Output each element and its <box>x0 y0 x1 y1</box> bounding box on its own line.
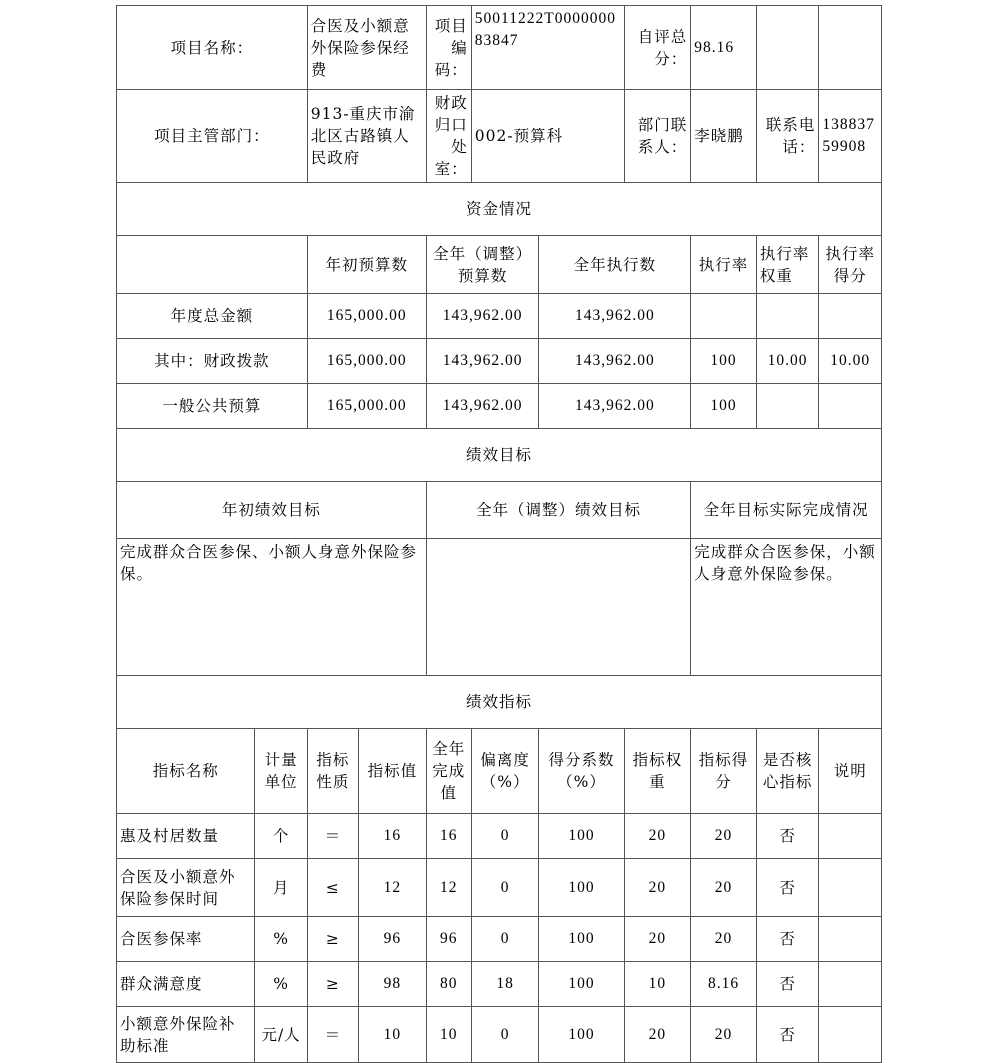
indicator-nature: ＝ <box>307 1007 358 1063</box>
indicator-value: 12 <box>359 859 427 917</box>
indicator-coef: 100 <box>539 917 624 962</box>
goals-header-adjusted: 全年（调整）绩效目标 <box>426 482 691 539</box>
finance-label: 财政归口处室： <box>426 90 471 183</box>
funds-rate <box>691 294 757 339</box>
indicator-header: 得分系数（%） <box>539 729 624 814</box>
funds-budget: 165,000.00 <box>307 384 426 429</box>
indicator-value: 10 <box>359 1007 427 1063</box>
funds-score: 10.00 <box>819 339 882 384</box>
phone-label: 联系电话： <box>756 90 819 183</box>
phone-value: 13883759908 <box>819 90 882 183</box>
indicator-unit: % <box>255 917 307 962</box>
indicator-nature: ≤ <box>307 859 358 917</box>
indicator-deviation: 18 <box>471 962 539 1007</box>
indicator-score: 20 <box>691 917 757 962</box>
funds-header: 全年执行数 <box>539 236 691 294</box>
goals-adjusted-text <box>426 539 691 676</box>
funds-executed: 143,962.00 <box>539 384 691 429</box>
funds-budget: 165,000.00 <box>307 294 426 339</box>
funds-header-row <box>117 236 882 294</box>
funds-weight: 10.00 <box>756 339 819 384</box>
table-row <box>117 1007 882 1063</box>
indicator-value: 98 <box>359 962 427 1007</box>
indicator-unit: 月 <box>255 859 307 917</box>
table-row <box>117 294 882 339</box>
contact-value: 李晓鹏 <box>691 90 757 183</box>
indicator-note <box>819 962 882 1007</box>
table-row <box>117 859 882 917</box>
funds-header: 执行率 <box>691 236 757 294</box>
indicator-header: 指标值 <box>359 729 427 814</box>
indicator-deviation: 0 <box>471 1007 539 1063</box>
goals-header-row <box>117 482 882 539</box>
indicator-actual: 80 <box>426 962 471 1007</box>
funds-weight <box>756 294 819 339</box>
table-row <box>117 814 882 859</box>
funds-executed: 143,962.00 <box>539 294 691 339</box>
indicator-unit: % <box>255 962 307 1007</box>
project-name-label: 项目名称： <box>117 6 308 90</box>
indicator-weight: 20 <box>624 859 691 917</box>
indicator-actual: 96 <box>426 917 471 962</box>
indicator-weight: 20 <box>624 1007 691 1063</box>
empty-cell <box>117 236 308 294</box>
indicator-value: 16 <box>359 814 427 859</box>
funds-adjusted: 143,962.00 <box>426 384 539 429</box>
indicator-deviation: 0 <box>471 814 539 859</box>
indicator-weight: 20 <box>624 917 691 962</box>
contact-label: 部门联系人： <box>624 90 691 183</box>
goals-content-row <box>117 539 882 676</box>
indicator-header: 说明 <box>819 729 882 814</box>
funds-header: 执行率权重 <box>756 236 819 294</box>
goals-section-title: 绩效目标 <box>117 429 882 482</box>
indicator-core: 否 <box>756 1007 819 1063</box>
indicator-header: 指标名称 <box>117 729 255 814</box>
indicator-note <box>819 859 882 917</box>
indicator-note <box>819 1007 882 1063</box>
indicator-header: 指标权重 <box>624 729 691 814</box>
funds-score <box>819 384 882 429</box>
indicator-deviation: 0 <box>471 859 539 917</box>
table-row <box>117 917 882 962</box>
indicator-unit: 个 <box>255 814 307 859</box>
project-info-row <box>117 6 882 90</box>
dept-value: 913-重庆市渝北区古路镇人民政府 <box>307 90 426 183</box>
indicator-deviation: 0 <box>471 917 539 962</box>
indicator-actual: 10 <box>426 1007 471 1063</box>
dept-label: 项目主管部门： <box>117 90 308 183</box>
indicator-core: 否 <box>756 859 819 917</box>
table-row <box>117 339 882 384</box>
indicator-name: 群众满意度 <box>117 962 255 1007</box>
indicator-name: 合医参保率 <box>117 917 255 962</box>
empty-cell <box>756 6 819 90</box>
indicator-name: 合医及小额意外保险参保时间 <box>117 859 255 917</box>
funds-header: 年初预算数 <box>307 236 426 294</box>
goals-initial-text: 完成群众合医参保、小额人身意外保险参保。 <box>117 539 427 676</box>
indicator-name: 惠及村居数量 <box>117 814 255 859</box>
indicators-section-title: 绩效指标 <box>117 676 882 729</box>
indicator-nature: ＝ <box>307 814 358 859</box>
indicator-coef: 100 <box>539 814 624 859</box>
funds-budget: 165,000.00 <box>307 339 426 384</box>
indicator-header: 计量单位 <box>255 729 307 814</box>
goals-header-initial: 年初绩效目标 <box>117 482 427 539</box>
indicator-coef: 100 <box>539 1007 624 1063</box>
indicator-core: 否 <box>756 814 819 859</box>
indicator-actual: 12 <box>426 859 471 917</box>
funds-rate: 100 <box>691 384 757 429</box>
indicator-note <box>819 917 882 962</box>
funds-header: 执行率得分 <box>819 236 882 294</box>
funds-section-title: 资金情况 <box>117 183 882 236</box>
indicator-header: 全年完成值 <box>426 729 471 814</box>
indicator-score: 20 <box>691 1007 757 1063</box>
finance-value: 002-预算科 <box>471 90 624 183</box>
funds-rate: 100 <box>691 339 757 384</box>
indicator-score: 20 <box>691 859 757 917</box>
indicator-score: 20 <box>691 814 757 859</box>
indicator-nature: ≥ <box>307 962 358 1007</box>
funds-row-label: 年度总金额 <box>117 294 308 339</box>
indicator-weight: 20 <box>624 814 691 859</box>
indicator-core: 否 <box>756 962 819 1007</box>
indicator-coef: 100 <box>539 962 624 1007</box>
indicator-note <box>819 814 882 859</box>
self-score-label: 自评总分： <box>624 6 691 90</box>
indicator-weight: 10 <box>624 962 691 1007</box>
funds-adjusted: 143,962.00 <box>426 339 539 384</box>
dept-info-row <box>117 90 882 183</box>
indicator-header: 偏离度（%） <box>471 729 539 814</box>
funds-adjusted: 143,962.00 <box>426 294 539 339</box>
indicator-name: 小额意外保险补助标准 <box>117 1007 255 1063</box>
indicator-coef: 100 <box>539 859 624 917</box>
performance-table <box>116 5 882 1063</box>
table-row <box>117 962 882 1007</box>
indicator-actual: 16 <box>426 814 471 859</box>
indicator-value: 96 <box>359 917 427 962</box>
self-score-value: 98.16 <box>691 6 757 90</box>
project-code-label: 项目编码： <box>426 6 471 90</box>
indicator-core: 否 <box>756 917 819 962</box>
goals-actual-text: 完成群众合医参保，小额人身意外保险参保。 <box>691 539 882 676</box>
funds-weight <box>756 384 819 429</box>
funds-executed: 143,962.00 <box>539 339 691 384</box>
indicators-header-row <box>117 729 882 814</box>
indicator-header: 是否核心指标 <box>756 729 819 814</box>
funds-row-label: 一般公共预算 <box>117 384 308 429</box>
empty-cell <box>819 6 882 90</box>
indicator-header: 指标性质 <box>307 729 358 814</box>
indicator-score: 8.16 <box>691 962 757 1007</box>
funds-score <box>819 294 882 339</box>
goals-header-actual: 全年目标实际完成情况 <box>691 482 882 539</box>
indicator-nature: ≥ <box>307 917 358 962</box>
funds-row-label: 其中：财政拨款 <box>117 339 308 384</box>
table-row <box>117 384 882 429</box>
project-code-value: 50011222T000000083847 <box>471 6 624 90</box>
indicator-unit: 元/人 <box>255 1007 307 1063</box>
project-name-value: 合医及小额意外保险参保经费 <box>307 6 426 90</box>
indicator-header: 指标得分 <box>691 729 757 814</box>
funds-header: 全年（调整）预算数 <box>426 236 539 294</box>
